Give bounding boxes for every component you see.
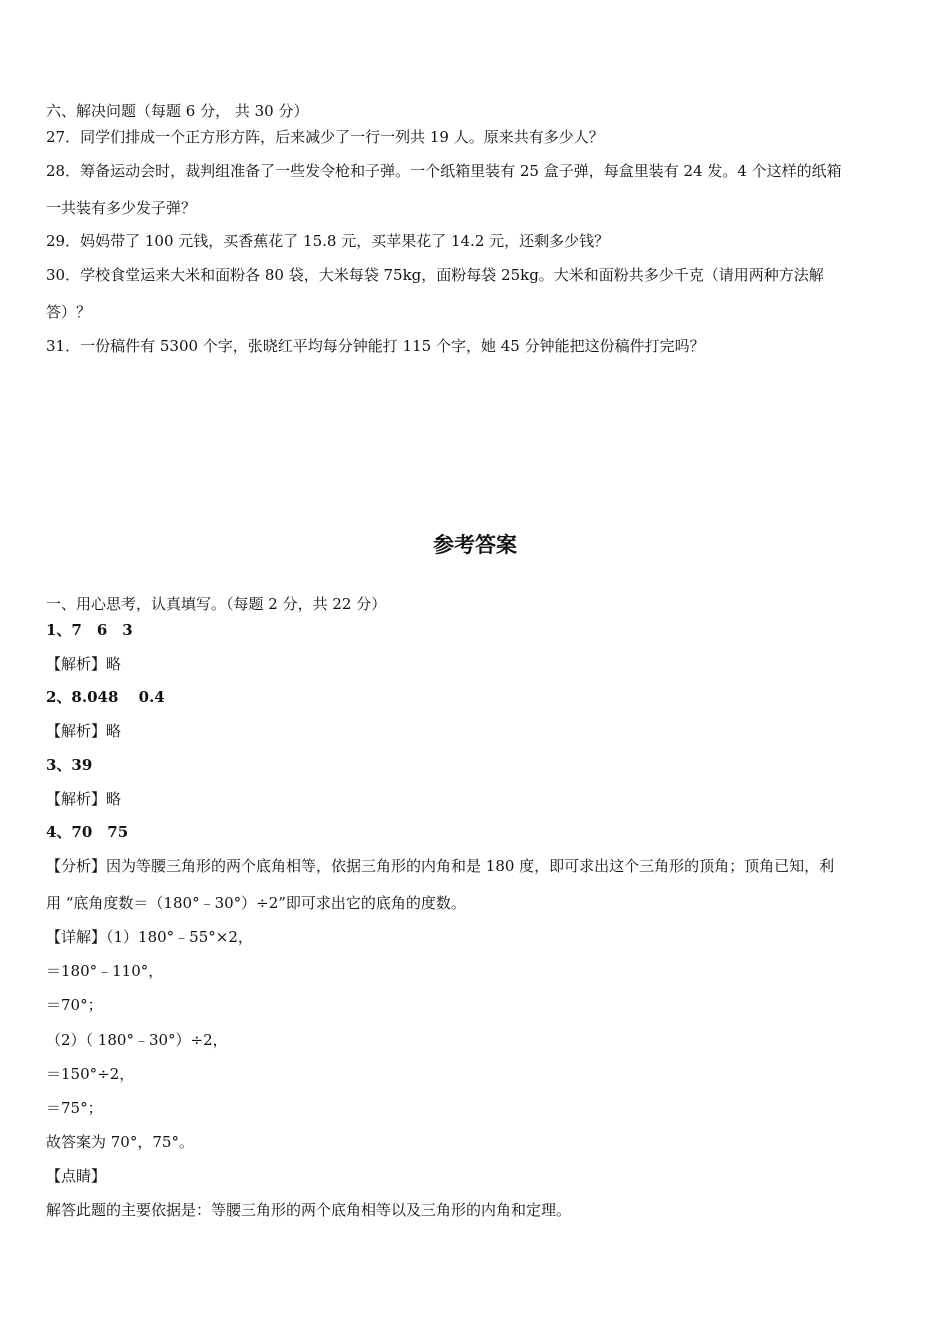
- question-29: 29．妈妈带了 100 元钱，买香蕉花了 15.8 元，买苹果花了 14.2 元，还剩多少钱？: [46, 232, 610, 250]
- answer-4: 4、70 75: [46, 823, 129, 841]
- answer-2-analysis: 【解析】略: [46, 722, 122, 740]
- answer-4-detail-2: ＝180°﹣110°，: [46, 962, 164, 980]
- question-28-line1: 28．筹备运动会时，裁判组准备了一些发令枪和子弹。一个纸箱里装有 25 盒子弹，每盒里装有 24 发。4 个这样的纸箱: [46, 162, 842, 180]
- answer-4-dianjing-label: 【点睛】: [46, 1167, 107, 1185]
- answer-4-conclusion: 故答案为 70°，75°。: [46, 1133, 194, 1151]
- answers-title: 参考答案: [433, 532, 517, 557]
- answer-4-detail-3: ＝70°；: [46, 996, 103, 1014]
- question-28-line2: 一共装有多少发子弹？: [46, 199, 197, 217]
- answer-1: 1、7 6 3: [46, 621, 133, 639]
- section6-heading: 六、解决问题（每题 6 分， 共 30 分）: [46, 102, 309, 120]
- answer-2: 2、8.048 0.4: [46, 688, 165, 706]
- answer-4-detail-1: 【详解】（1）180°﹣55°×2，: [46, 928, 253, 946]
- answer-4-detail-4: （2）（ 180°﹣30°）÷2，: [46, 1031, 228, 1049]
- answer-4-analysis-line2: 用 “底角度数＝（180°﹣30°）÷2”即可求出它的底角的度数。: [46, 894, 466, 912]
- question-27: 27．同学们排成一个正方形方阵，后来减少了一行一列共 19 人。原来共有多少人？: [46, 128, 604, 146]
- question-31: 31．一份稿件有 5300 个字，张晓红平均每分钟能打 115 个字，她 45 分钟能把这份稿件打完吗？: [46, 337, 705, 355]
- answer-4-dianjing-text: 解答此题的主要依据是：等腰三角形的两个底角相等以及三角形的内角和定理。: [46, 1201, 572, 1219]
- answer-1-analysis: 【解析】略: [46, 655, 122, 673]
- answer-4-detail-5: ＝150°÷2，: [46, 1065, 135, 1083]
- answer-4-detail-6: ＝75°；: [46, 1099, 103, 1117]
- answers-section1-heading: 一、用心思考，认真填写。（每题 2 分，共 22 分）: [46, 595, 387, 613]
- answer-3-analysis: 【解析】略: [46, 790, 122, 808]
- answer-3: 3、39: [46, 756, 93, 774]
- question-30-line1: 30．学校食堂运来大米和面粉各 80 袋，大米每袋 75kg，面粉每袋 25kg。大米和面粉共多少千克（请用两种方法解: [46, 266, 824, 284]
- answer-4-analysis-line1: 【分析】因为等腰三角形的两个底角相等，依据三角形的内角和是 180 度，即可求出这个三角形的顶角；顶角已知，利: [46, 857, 835, 875]
- question-30-line2: 答）？: [46, 303, 92, 321]
